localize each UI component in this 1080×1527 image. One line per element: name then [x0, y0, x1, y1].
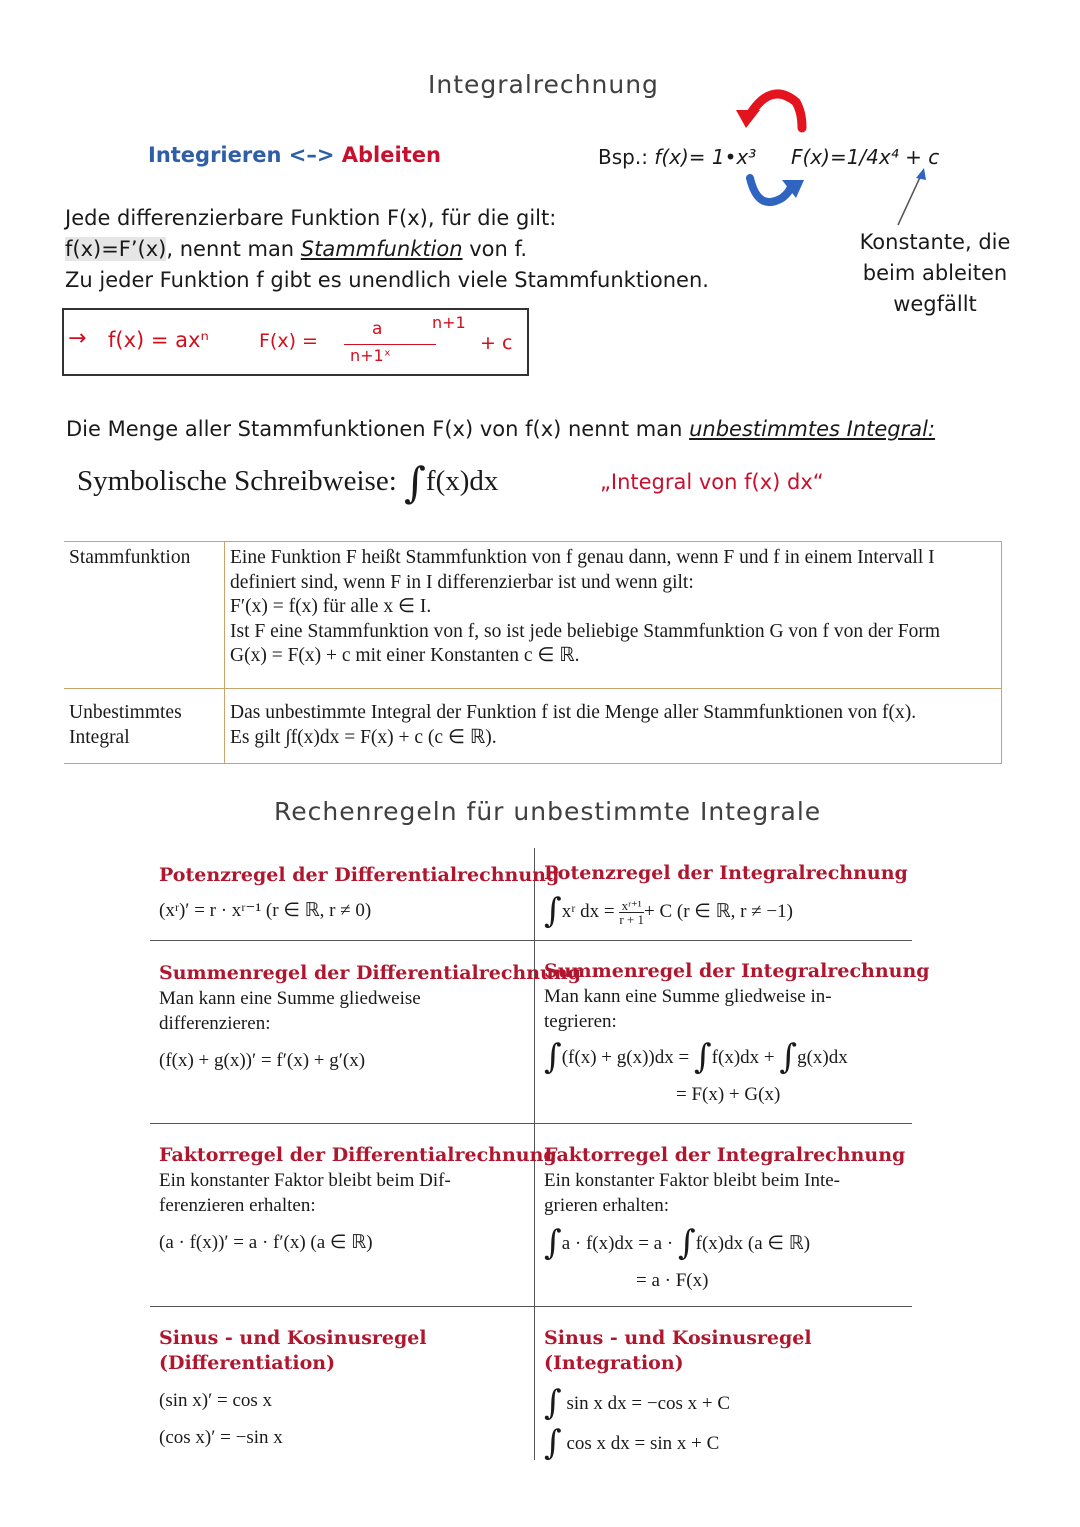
- def-text-stammfunktion: [225, 542, 1002, 689]
- intro-line-3: Zu jeder Funktion f gibt es unendlich viele Stammfunktionen.: [65, 268, 709, 292]
- box-fraction-bar: [344, 344, 436, 345]
- example-label: Bsp.:: [598, 145, 648, 169]
- rule-formula-part: xʳ dx =: [561, 901, 615, 922]
- def-text-unbestimmtes-integral: [225, 689, 1002, 764]
- rules-title: Rechenregeln für unbestimmte Integrale: [274, 797, 822, 826]
- intro-text: [65, 203, 709, 296]
- fraction-denominator: r + 1: [619, 912, 644, 928]
- rule-sum-int: [544, 959, 930, 1107]
- intro-line-2-mid: , nennt man: [166, 237, 301, 261]
- def-term-unbestimmtes-integral: [64, 689, 225, 764]
- intro-line-2-end: von f.: [462, 237, 528, 261]
- rule-heading: Faktorregel der Integralrechnung: [544, 1144, 906, 1166]
- example-F: F(x)=1/4x⁴ + c: [791, 145, 940, 169]
- handwritten-power-rule-box: [62, 308, 529, 376]
- symbolic-notation: [77, 458, 499, 507]
- integral-sign-icon: ∫: [544, 891, 562, 931]
- integral-sign-icon: ∫: [779, 1037, 798, 1077]
- rule-sin-int: [544, 1326, 812, 1463]
- rule-heading: Sinus - und Kosinusregel: [544, 1327, 812, 1349]
- def-line: Eine Funktion F heißt Stammfunktion von f genau dann, wenn F und f in einem Intervall I: [230, 547, 935, 568]
- rule-power-int: [544, 861, 908, 931]
- box-denominator: n+1ˣ: [350, 346, 391, 365]
- table-row: [64, 689, 1002, 764]
- rule-text: Man kann eine Summe gliedweise in-: [544, 986, 832, 1007]
- integral-sign-icon: ∫: [693, 1037, 712, 1077]
- rule-formula-part: cos x dx = sin x + C: [566, 1433, 720, 1454]
- symbolic-formula: f(x)dx: [425, 465, 499, 497]
- rule-formula: (sin x)′ = cos x: [159, 1390, 273, 1411]
- derive-integrate-arrows-icon: [730, 80, 820, 220]
- page-title: Integralrechnung: [428, 70, 659, 99]
- integral-sign-icon: ∫: [677, 1223, 696, 1263]
- rules-separator: [150, 1123, 912, 1124]
- intro-formula: f(x)=F’(x): [65, 237, 167, 261]
- indefinite-sentence: [66, 417, 935, 441]
- rule-formula-part: f(x)dx +: [711, 1047, 775, 1068]
- rule-heading: Sinus - und Kosinusregel: [159, 1327, 427, 1349]
- rule-heading: Potenzregel der Integralrechnung: [544, 862, 908, 884]
- pointer-arrow-icon: [890, 165, 930, 230]
- constant-note: Konstante, die beim ableiten wegfällt: [859, 230, 1011, 316]
- rule-factor-int: [544, 1143, 905, 1293]
- rule-text: grieren erhalten:: [544, 1195, 670, 1216]
- def-line: Es gilt ∫f(x)dx = F(x) + c (c ∈ ℝ).: [230, 726, 497, 748]
- rules-separator: [150, 1306, 912, 1307]
- rule-text: Ein konstanter Faktor bleibt beim Dif-: [159, 1170, 451, 1191]
- box-exponent: n+1: [432, 313, 466, 332]
- def-line: Das unbestimmte Integral der Funktion f ist die Menge aller Stammfunktionen von f(x).: [230, 702, 917, 723]
- rule-text: differenzieren:: [159, 1013, 271, 1034]
- rule-heading: Faktorregel der Differentialrechnung: [159, 1144, 557, 1166]
- intro-line-2: [65, 234, 709, 265]
- rule-formula: (a · f(x))′ = a · f′(x) (a ∈ ℝ): [159, 1232, 373, 1253]
- fraction-numerator: xʳ⁺¹: [619, 899, 644, 913]
- rule-formula: = F(x) + G(x): [676, 1084, 781, 1105]
- rule-formula: [544, 1223, 905, 1263]
- rule-heading: Summenregel der Integralrechnung: [544, 960, 930, 982]
- rule-formula-part: g(x)dx: [797, 1047, 848, 1068]
- integral-sign-icon: ∫: [544, 1383, 562, 1423]
- rule-formula-part: + C (r ∈ ℝ, r ≠ −1): [643, 901, 793, 922]
- rule-text: tegrieren:: [544, 1011, 617, 1032]
- rule-formula: [544, 1037, 930, 1077]
- definitions-table: [64, 541, 1002, 764]
- rule-formula-part: sin x dx = −cos x + C: [566, 1393, 731, 1414]
- ableiten-label: Ableiten: [341, 143, 441, 167]
- rule-formula-part: (f(x) + g(x))dx =: [561, 1047, 690, 1068]
- rule-power-diff: [159, 863, 559, 923]
- rule-formula: (cos x)′ = −sin x: [159, 1427, 283, 1448]
- integral-sign-icon: ∫: [544, 1423, 562, 1463]
- rule-formula: [544, 1423, 812, 1463]
- rule-formula: [544, 891, 908, 931]
- term-unbestimmtes-integral: unbestimmtes Integral:: [689, 417, 936, 441]
- rule-sin-diff: [159, 1326, 427, 1450]
- box-plus-c: + c: [480, 332, 513, 354]
- double-arrow: <–>: [288, 143, 335, 167]
- rule-formula: (f(x) + g(x))′ = f′(x) + g′(x): [159, 1050, 366, 1071]
- integral-sign-icon: ∫: [404, 458, 426, 507]
- indefinite-sentence-text: Die Menge aller Stammfunktionen F(x) von f(x) nennt man: [66, 417, 690, 441]
- rule-fraction: [619, 899, 644, 926]
- term-stammfunktion: Stammfunktion: [300, 237, 463, 261]
- box-f: f(x) = axⁿ: [108, 328, 209, 352]
- def-line: definiert sind, wenn F in I differenzierbar ist und wenn gilt:: [230, 571, 694, 593]
- rule-text: Ein konstanter Faktor bleibt beim Inte-: [544, 1170, 841, 1191]
- rule-factor-diff: [159, 1143, 557, 1255]
- integral-sign-icon: ∫: [544, 1223, 562, 1263]
- integrieren-ableiten-heading: [148, 143, 441, 167]
- def-line: Ist F eine Stammfunktion von f, so ist jede beliebige Stammfunktion G von f von der Form: [230, 620, 941, 642]
- box-numerator: a: [372, 319, 383, 339]
- box-arrow-icon: →: [68, 326, 87, 351]
- rules-separator: [150, 940, 912, 941]
- rule-formula: (xʳ)′ = r · xʳ⁻¹ (r ∈ ℝ, r ≠ 0): [159, 900, 372, 921]
- table-row: [64, 542, 1002, 689]
- def-term-line: Integral: [69, 726, 130, 748]
- rule-heading: Potenzregel der Differentialrechnung: [159, 864, 560, 886]
- def-term-stammfunktion: Stammfunktion: [64, 542, 225, 689]
- rule-formula: [544, 1383, 812, 1423]
- rule-heading: (Differentiation): [159, 1352, 336, 1374]
- example-f: f(x)= 1•x³: [654, 145, 757, 169]
- integral-sign-icon: ∫: [544, 1037, 562, 1077]
- def-line: F′(x) = f(x) für alle x ∈ I.: [230, 596, 432, 617]
- rule-text: ferenzieren erhalten:: [159, 1195, 316, 1216]
- symbolic-label: Symbolische Schreibweise:: [77, 465, 397, 497]
- rule-heading: (Integration): [544, 1352, 684, 1374]
- rule-formula-part: f(x)dx (a ∈ ℝ): [695, 1233, 811, 1254]
- integrieren-label: Integrieren: [148, 143, 282, 167]
- def-term-line: Unbestimmtes: [69, 702, 182, 723]
- integral-quote: „Integral von f(x) dx“: [600, 470, 824, 494]
- intro-line-1: Jede differenzierbare Funktion F(x), für die gilt:: [65, 206, 557, 230]
- rule-formula-part: a · f(x)dx = a ·: [561, 1233, 674, 1254]
- box-F: F(x) =: [259, 330, 318, 352]
- rule-heading: Summenregel der Differentialrechnung: [159, 962, 581, 984]
- rule-sum-diff: [159, 961, 581, 1073]
- def-line: G(x) = F(x) + c mit einer Konstanten c ∈ ℝ.: [230, 645, 580, 666]
- rule-text: Man kann eine Summe gliedweise: [159, 988, 421, 1009]
- rule-formula: = a · F(x): [636, 1270, 709, 1291]
